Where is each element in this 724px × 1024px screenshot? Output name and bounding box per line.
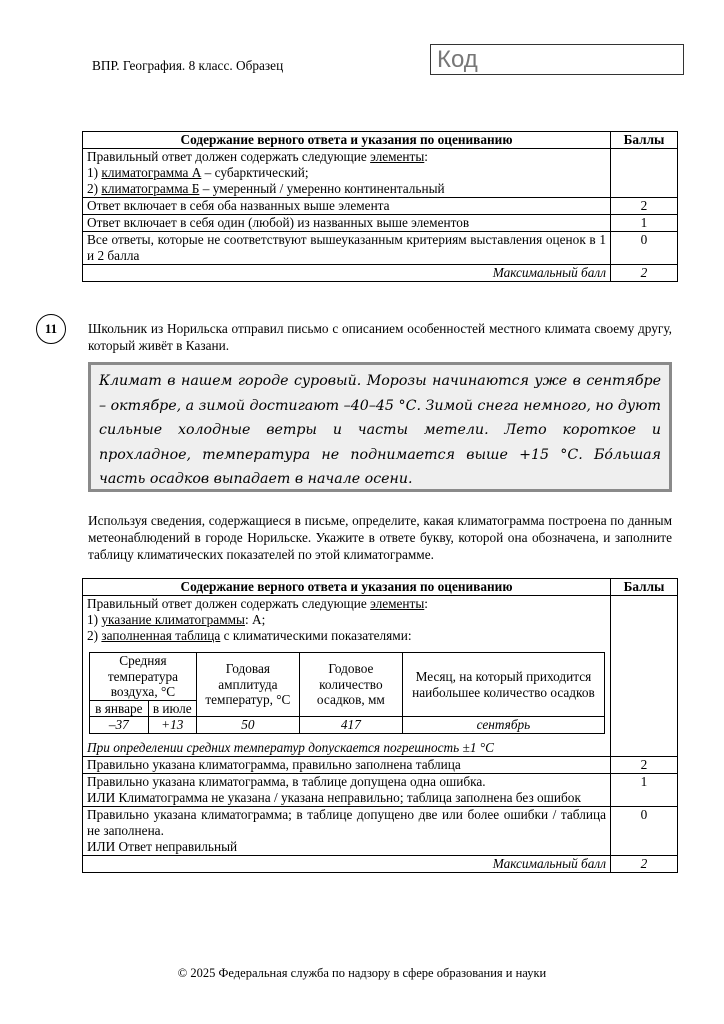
task-intro: Школьник из Норильска отправил письмо с описанием особенностей местного климата своему другу, который живёт в Казани. — [88, 321, 672, 353]
tolerance-note: При определении средних температур допускается погрешность ±1 °С — [87, 739, 494, 755]
table-row: Правильно указана климатограмма, правильно заполнена таблица 2 — [83, 756, 678, 773]
handwritten-letter: Климат в нашем городе суровый. Морозы начинаются уже в сентябре – октябре, а зимой достигают –40–45 °С. Зимой снега немного, но дуют сильные холодные ветры и часты метели. Лето короткое и прохладное, температура не поднимается выше +15 °С. Бо́льшая часть осадков выпадает в начале осени. — [88, 362, 672, 492]
col-points: Баллы — [611, 132, 678, 149]
col-content: Содержание верного ответа и указания по оцениванию — [83, 132, 611, 149]
climate-table: Средняя температура воздуха, °С Годовая амплитуда температур, °С Годовое количество осадков, мм Месяц, на который приходится наибольшее количество осадков в январе в июле –37 +13 50 417 сентябрь — [89, 652, 605, 734]
criteria-table-11: Содержание верного ответа и указания по оцениванию Баллы Правильный ответ должен содержать следующие элементы: 1) указание климатограммы: А; 2) заполненная таблица с климатическими показателями: Средняя температура воздуха, °С Годовая амплитуда температур, °С Годовое количество осадков, мм Месяц, на который приходится наибольшее количество осадков в январе в июле –37 +13 50 417 сентябрь При определении средних температур допускается погрешность ±1 °С Правильно указана климатограмма, правильно заполнена таблица 2 Правильно указана климатограмма, в таблице допущена одна ошибка. ИЛИ Климатограмма не указана / указана неправильно; таблица заполнена без ошибок 1 Правильно указана климатограмма; в таблице допущено две или более ошибки / таблица не заполнена. ИЛИ Ответ неправильный 0 Максимальный балл 2 — [82, 578, 678, 873]
criteria-table-10 — [82, 131, 678, 282]
table-row: Ответ включает в себя один (любой) из названных выше элементов 1 — [83, 215, 678, 232]
header-title: ВПР. География. 8 класс. Образец — [92, 58, 284, 73]
table-row: Правильно указана климатограмма, в таблице допущена одна ошибка. ИЛИ Климатограмма не указана / указана неправильно; таблица заполнена без ошибок 1 — [83, 773, 678, 806]
task-number: 11 — [36, 314, 66, 344]
answer-cell: Правильный ответ должен содержать следующие элементы: 1) указание климатограммы: А; 2) заполненная таблица с климатическими показателями: Средняя температура воздуха, °С Годовая амплитуда температур, °С Годовое количество осадков, мм Месяц, на который приходится наибольшее количество осадков в январе в июле –37 +13 50 417 сентябрь При определении средних температур допускается погрешность ±1 °С — [83, 596, 611, 757]
table-row: Ответ включает в себя оба названных выше элемента 2 — [83, 198, 678, 215]
table-row: Все ответы, которые не соответствуют вышеуказанным критериям выставления оценок в 1 и 2 балла 0 — [83, 232, 678, 265]
table-row: Правильно указана климатограмма; в таблице допущено две или более ошибки / таблица не заполнена. ИЛИ Ответ неправильный 0 — [83, 806, 678, 855]
task-question: Используя сведения, содержащиеся в письме, определите, какая климатограмма построена по данным метеонаблюдений в городе Норильске. Укажите в ответе букву, которой она обозначена, и заполните таблицу климатических показателей по этой климатограмме. — [88, 513, 672, 562]
max-row: Максимальный балл 2 — [83, 265, 678, 282]
footer: © 2025 Федеральная служба по надзору в сфере образования и науки — [177, 966, 547, 980]
answer-cell: Правильный ответ должен содержать следующие элементы: 1) климатограмма А – субарктический; 2) климатограмма Б – умеренный / умеренно континентальный — [83, 149, 611, 198]
code-field[interactable]: Код — [430, 44, 684, 75]
max-row: Максимальный балл 2 — [83, 855, 678, 872]
